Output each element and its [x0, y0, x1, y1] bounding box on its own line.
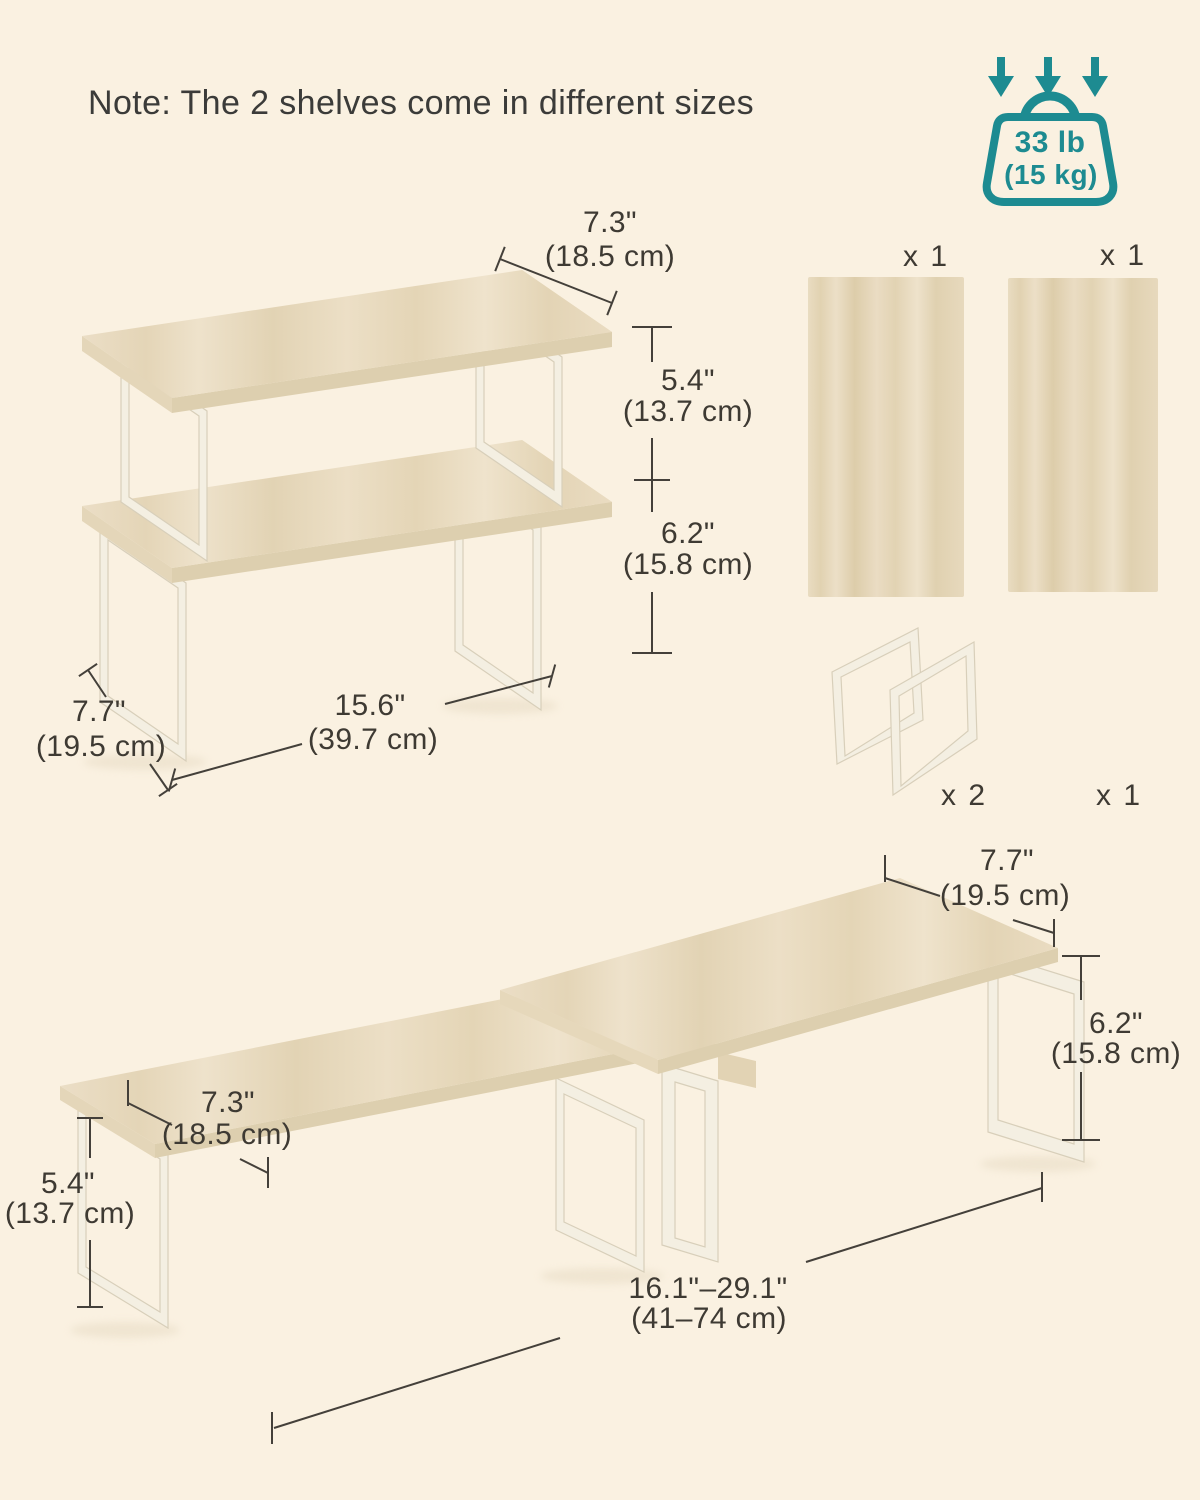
weight-kg-label: (15 kg)	[1004, 159, 1098, 190]
dim-length-in: 15.6"	[334, 689, 406, 722]
dim-top-depth-cm: (18.5 cm)	[544, 240, 676, 273]
board-end-face	[718, 1052, 756, 1088]
dim-base-depth-in: 7.7"	[72, 695, 126, 728]
dim-lower-height-cm: (15.8 cm)	[622, 548, 754, 581]
count-frames-pair: x 2	[940, 779, 988, 812]
dim-ext-left-height-in: 5.4"	[41, 1167, 95, 1200]
leg-frame	[832, 628, 923, 764]
count-frame-single: x 1	[1095, 779, 1143, 812]
dim-lower-height-in: 6.2"	[661, 517, 715, 550]
dim-upper-height-in: 5.4"	[661, 364, 715, 397]
dim-ext-left-height-cm: (13.7 cm)	[4, 1197, 136, 1230]
part-boards	[808, 277, 1158, 597]
dim-length-cm: (39.7 cm)	[307, 723, 439, 756]
dim-upper-height-cm: (13.7 cm)	[622, 395, 754, 428]
load-arrows-icon	[988, 57, 1108, 97]
shelf-board-upper	[82, 270, 612, 413]
dim-ext-right-height-in: 6.2"	[1089, 1007, 1143, 1040]
weight-lb-label: 33 lb	[1014, 126, 1086, 159]
dim-ext-left-depth-in: 7.3"	[201, 1086, 255, 1119]
dim-base-depth-cm: (19.5 cm)	[35, 730, 167, 763]
note-text: Note: The 2 shelves come in different sizes	[88, 84, 755, 122]
leg-frame	[662, 1064, 718, 1262]
dim-ext-left-depth-cm: (18.5 cm)	[161, 1118, 293, 1151]
dim-ext-range-in: 16.1"–29.1"	[628, 1272, 788, 1305]
dim-ext-right-height-cm: (15.8 cm)	[1050, 1037, 1182, 1070]
leg-frame	[890, 642, 977, 795]
count-board-large: x 1	[902, 240, 950, 273]
dim-ext-depth-in: 7.7"	[980, 844, 1034, 877]
board-panel-large	[808, 277, 964, 597]
board-panel-small	[1008, 278, 1158, 592]
dim-ext-depth-cm: (19.5 cm)	[939, 879, 1071, 912]
count-board-small: x 1	[1099, 239, 1147, 272]
dim-top-depth-in: 7.3"	[583, 206, 637, 239]
leg-frame	[556, 1078, 644, 1272]
part-frames	[832, 628, 977, 795]
dim-ext-range-cm: (41–74 cm)	[631, 1302, 787, 1335]
stacked-shelves-drawing	[82, 270, 612, 761]
